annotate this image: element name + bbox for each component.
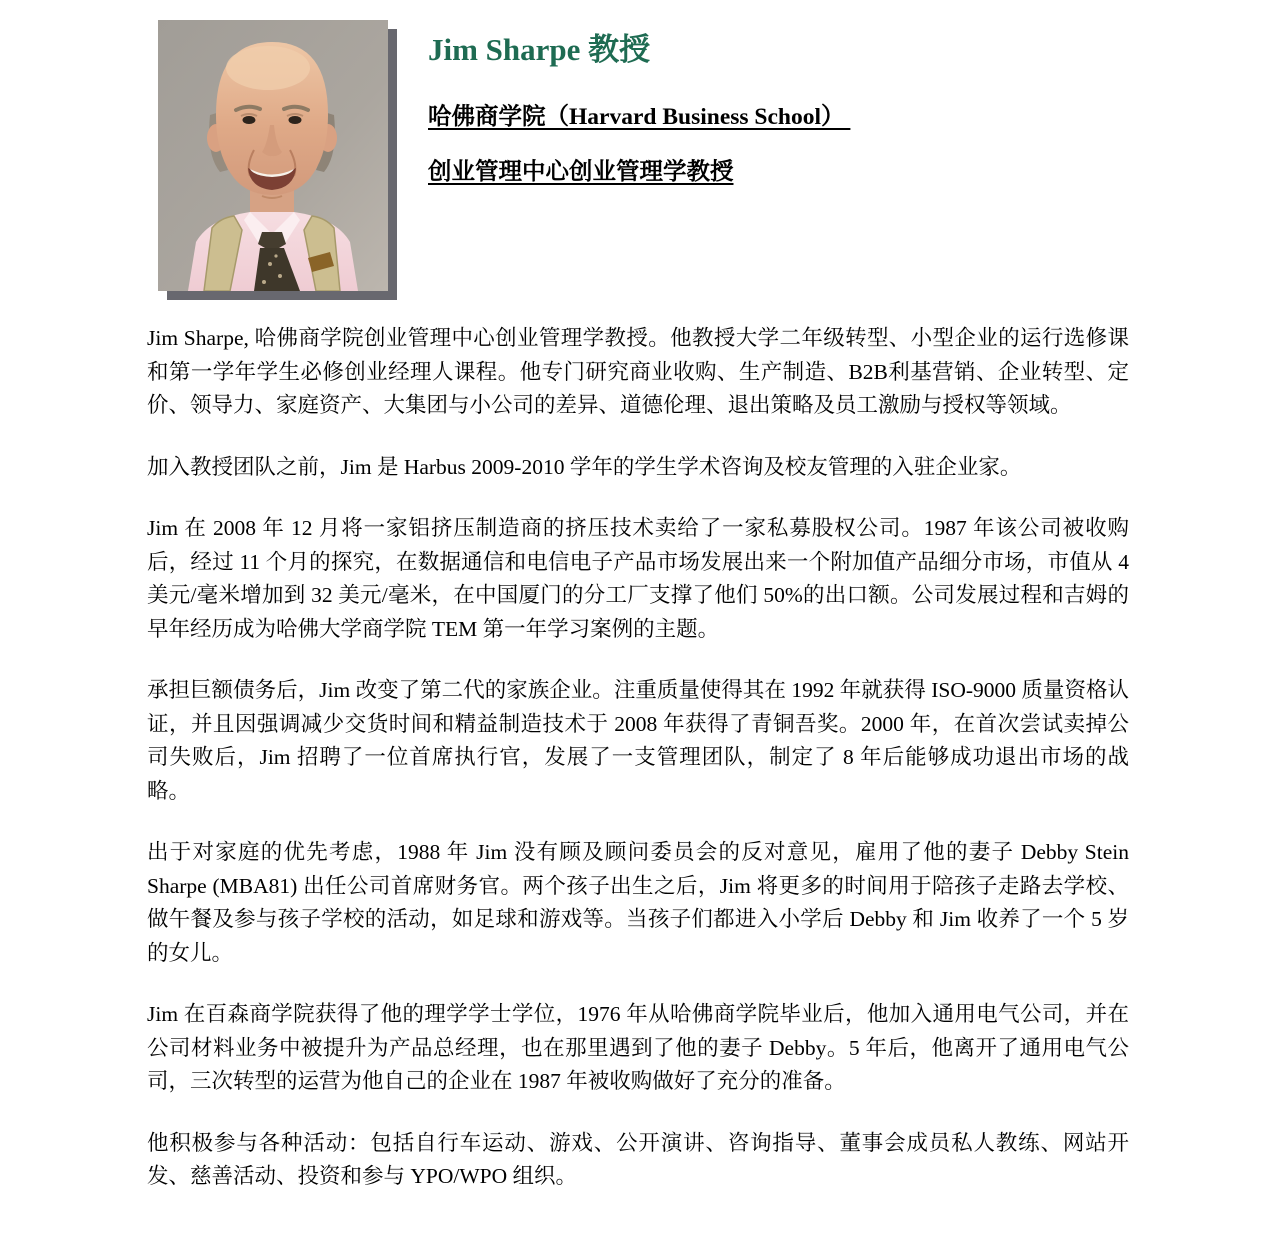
bio-paragraph: Jim 在 2008 年 12 月将一家铝挤压制造商的挤压技术卖给了一家私募股权公司。1987 年该公司被收购后，经过 11 个月的探究，在数据通信和电信电子产品市场发展出来一个附加值产品细分市场，市值从 4 美元/毫米增加到 32 美元/毫米，在中国厦门的分工厂支撑了他们 50%的出口额。公司发展过程和吉姆的早年经历成为哈佛大学商学院 TEM 第一年学习案例的主题。 [147, 516, 1129, 641]
bio-paragraph: Jim Sharpe, 哈佛商学院创业管理中心创业管理学教授。他教授大学二年级转型、小型企业的运行选修课和第一学年学生必修创业经理人课程。他专门研究商业收购、生产制造、B2B利基营销、企业转型、定价、领导力、家庭资产、大集团与小公司的差异、道德伦理、退出策略及员工激励与授权等领域。 [147, 326, 1129, 417]
affiliation-line: 哈佛商学院（Harvard Business School） [428, 104, 851, 130]
biography-body [147, 322, 1129, 1222]
bio-paragraph: 他积极参与各种活动：包括自行车运动、游戏、公开演讲、咨询指导、董事会成员私人教练、网站开发、慈善活动、投资和参与 YPO/WPO 组织。 [147, 1130, 1129, 1188]
bio-paragraph: Jim 在百森商学院获得了他的理学学士学位，1976 年从哈佛商学院毕业后，他加入通用电气公司，并在公司材料业务中被提升为产品总经理，也在那里遇到了他的妻子 Debby。5 年后，他离开了通用电气公司，三次转型的运营为他自己的企业在 1987 年被收购做好了充分的准备。 [147, 1002, 1129, 1093]
page-title: Jim Sharpe 教授 [428, 32, 651, 67]
bio-paragraph: 承担巨额债务后，Jim 改变了第二代的家族企业。注重质量使得其在 1992 年就获得 ISO-9000 质量资格认证，并且因强调减少交货时间和精益制造技术于 2008 年获得了青铜吾奖。2000 年，在首次尝试卖掉公司失败后，Jim 招聘了一位首席执行官，发展了一支管理团队，制定了 8 年后能够成功退出市场的战略。 [147, 678, 1129, 803]
bio-paragraph: 加入教授团队之前，Jim 是 Harbus 2009-2010 学年的学生学术咨询及校友管理的入驻企业家。 [147, 454, 1022, 479]
bio-paragraph: 出于对家庭的优先考虑，1988 年 Jim 没有顾及顾问委员会的反对意见，雇用了他的妻子 Debby Stein Sharpe (MBA81) 出任公司首席财务官。两个孩子出生之后，Jim 将更多的时间用于陪孩子走路去学校、做午餐及参与孩子学校的活动，如足球和游戏等。当孩子们都进入小学后 Debby 和 Jim 收养了一个 5 岁的女儿。 [147, 840, 1129, 965]
profile-photo [158, 20, 388, 291]
portrait-illustration [158, 20, 388, 291]
position-line: 创业管理中心创业管理学教授 [428, 159, 734, 185]
